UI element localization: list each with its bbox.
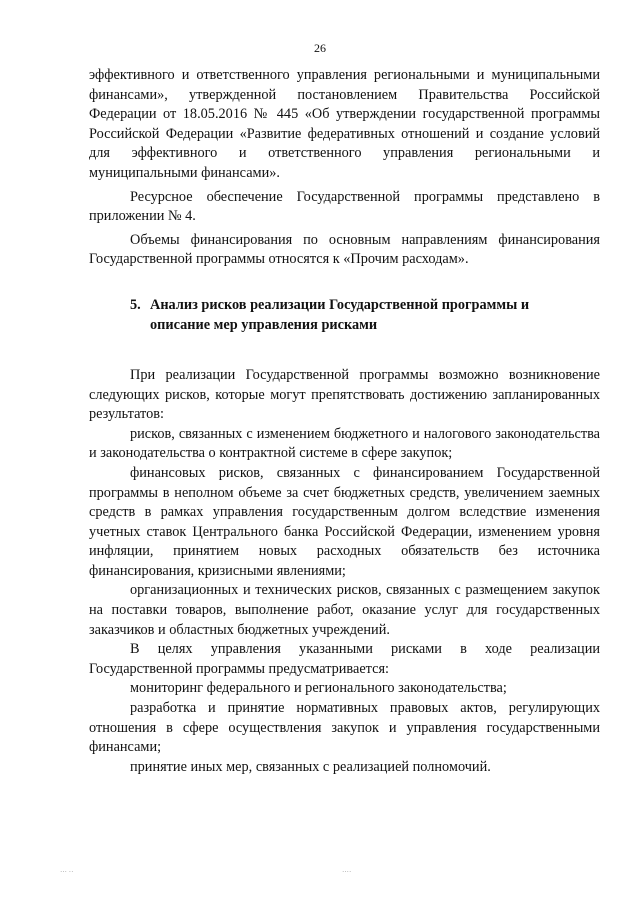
page-number: 26: [314, 41, 326, 55]
paragraph-organizational-risks: организационных и технических рисков, связанных с размещением закупок на поставки товаров, выполнение работ, оказание услуг для государственных заказчиков и областных бюджетных учреждений.: [89, 582, 600, 638]
paragraph-financing-volumes: Объемы финансирования по основным направлениям финансирования Государственной программы относятся к «Прочим расходам».: [89, 231, 600, 268]
paragraph-legislation-risks: рисков, связанных с изменением бюджетного и налогового законодательства и законодательства о контрактной системе в сфере закупок;: [89, 425, 600, 462]
footer-mark-left: ··· ··: [60, 868, 74, 876]
paragraph-other-measures: принятие иных мер, связанных с реализацией полномочий.: [130, 758, 491, 775]
paragraph-financial-risks: финансовых рисков, связанных с финансированием Государственной программы в неполном объеме за счет бюджетных средств, увеличением заемных средств в рамках управления государственным долгом вследствие изменения учетных ставок Центрального банка Российской Федерации, изменением уровня инфляции, принятием новых расходных обязательств без источника финансирования, кризисными явлениями;: [89, 464, 600, 579]
section-title-line-1: Анализ рисков реализации Государственной программы и: [150, 296, 530, 313]
section-number: 5.: [130, 296, 141, 313]
paragraph-risk-management-intro: В целях управления указанными рисками в ходе реализации Государственной программы предусматривается:: [89, 641, 600, 677]
paragraph-continuation: эффективного и ответственного управления региональными и муниципальными финансами», утвержденной постановлением Правительства Российской Федерации от 18.05.2016 № 445 «Об утверждении государственной программы Российской Федерации «Развитие федеративных отношений и создание условий для эффективного и ответственного управления региональными и муниципальными финансами».: [89, 67, 600, 181]
paragraph-monitoring: мониторинг федерального и регионального законодательства;: [130, 680, 507, 697]
footer-mark-center: ····: [342, 868, 352, 876]
paragraph-regulatory-acts: разработка и принятие нормативных правовых актов, регулирующих отношения в сфере осуществления закупок и управления государственными финансами;: [89, 700, 600, 756]
document-body: [89, 66, 600, 777]
paragraph-resource-provision: Ресурсное обеспечение Государственной программы представлено в приложении № 4.: [89, 188, 600, 225]
paragraph-risks-intro: При реализации Государственной программы возможно возникновение следующих рисков, которые могут препятствовать достижению запланированных результатов:: [89, 366, 600, 423]
section-title-line-2: описание мер управления рисками: [150, 316, 378, 333]
section-heading: [89, 295, 600, 335]
